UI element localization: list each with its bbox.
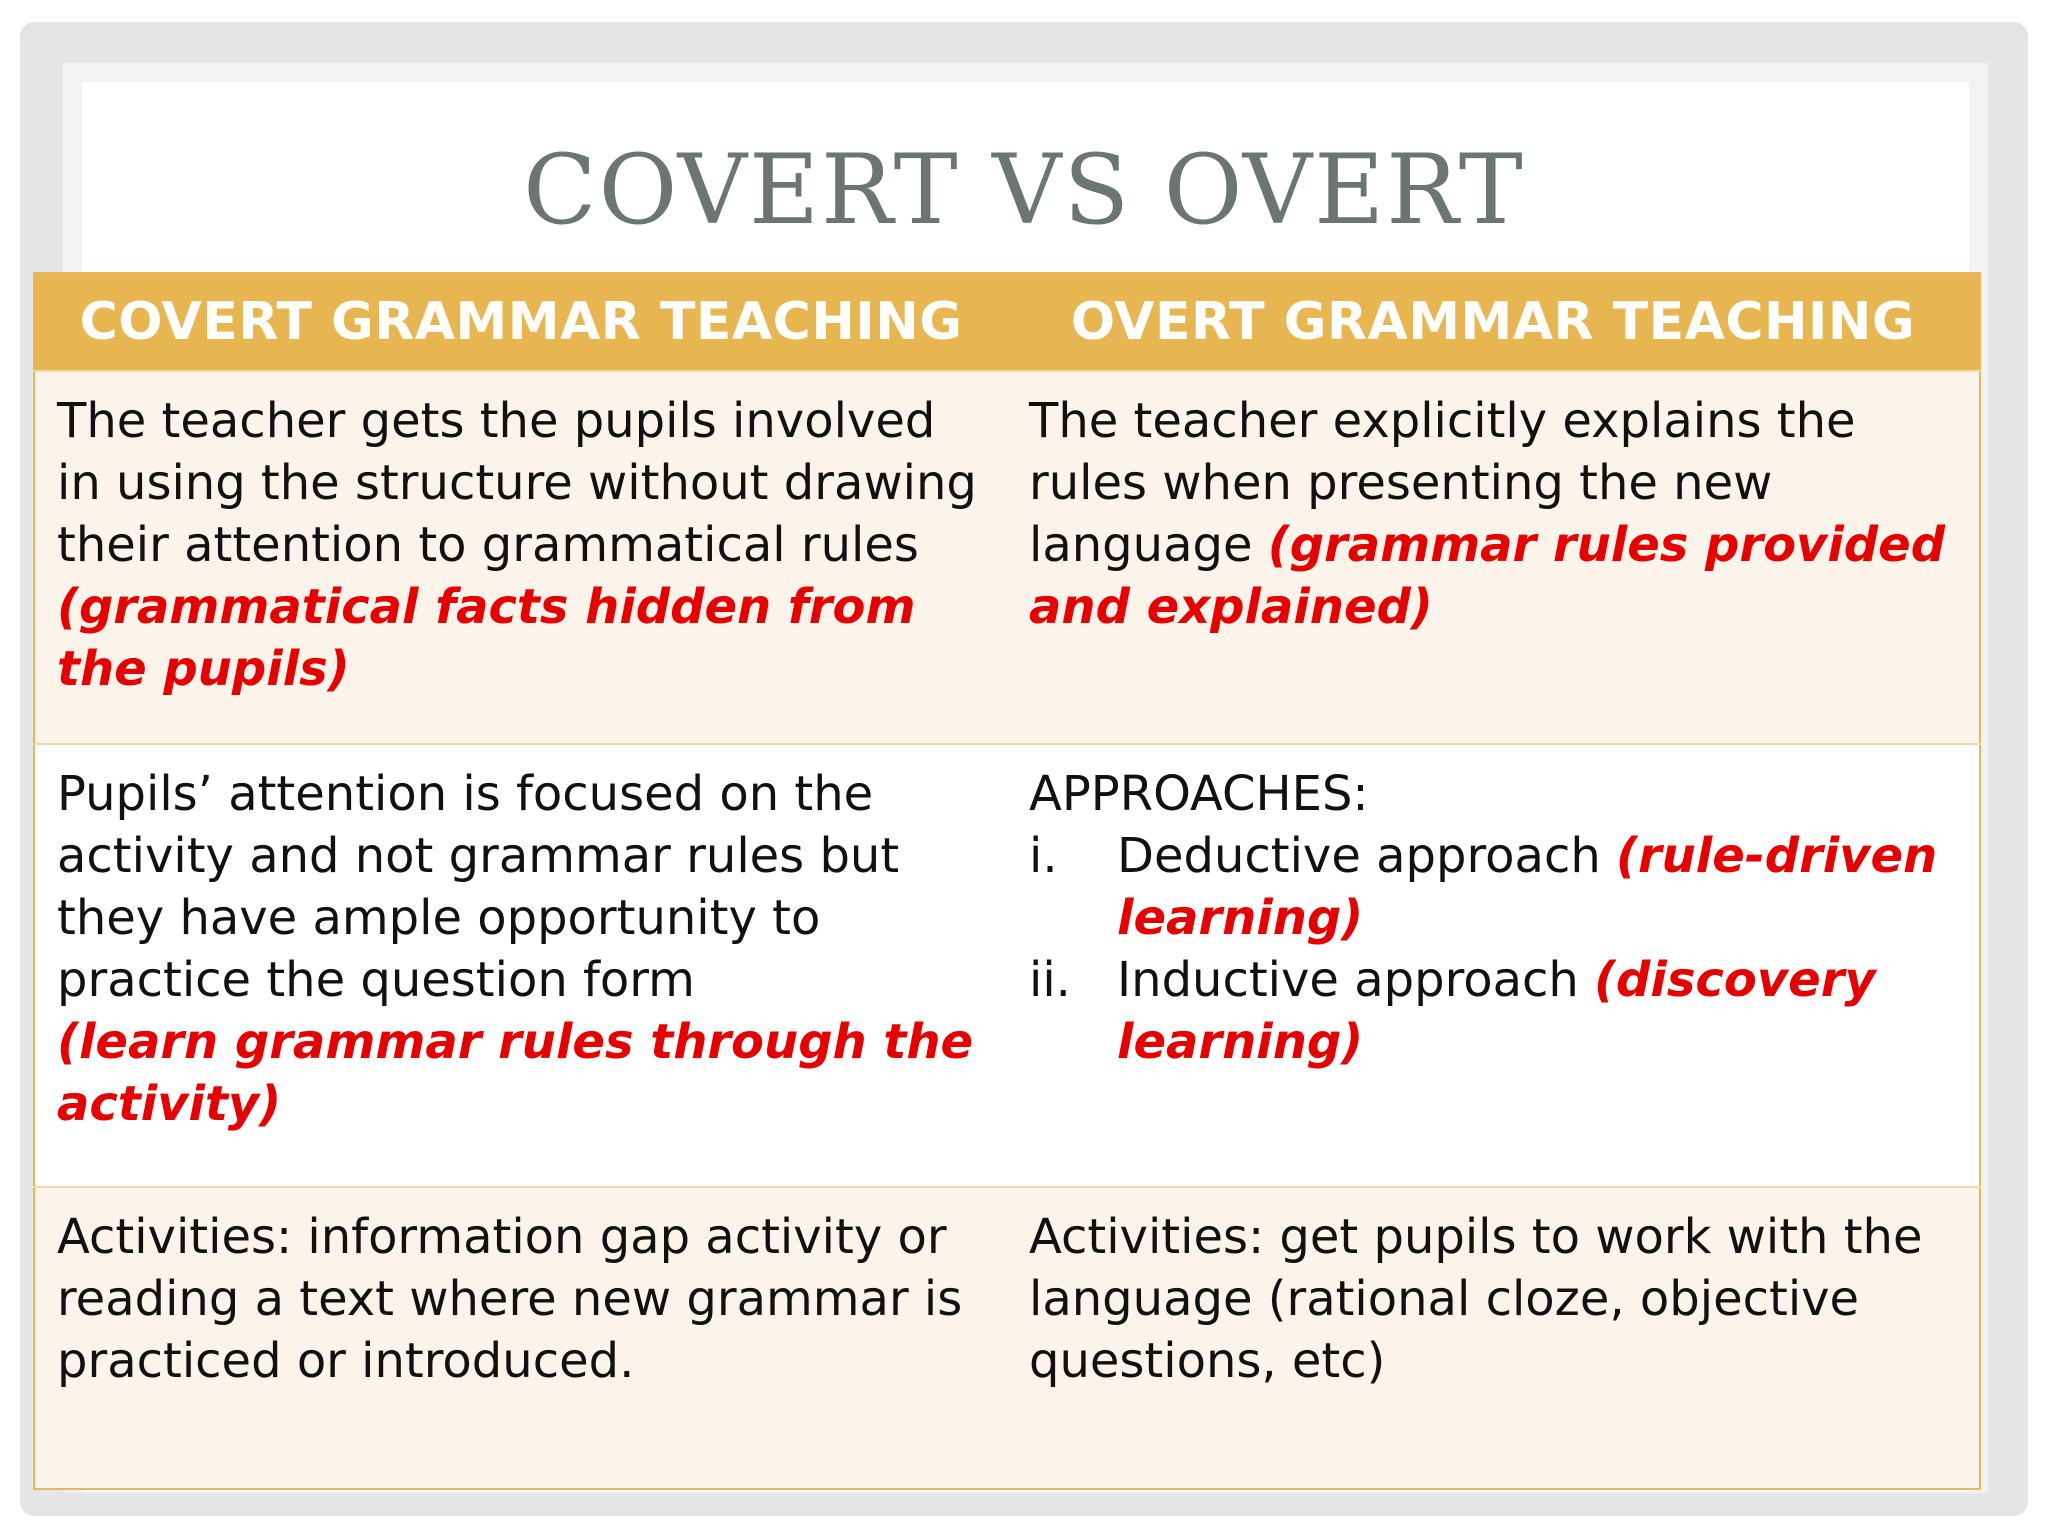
table-row	[34, 371, 1980, 744]
item-emphasis: (discovery learning)	[1117, 952, 1876, 1070]
cell-emphasis: (learn grammar rules through the activity)	[57, 1014, 974, 1132]
table-header-row	[34, 273, 1980, 371]
table-row	[34, 744, 1980, 1187]
item-emphasis: (rule-driven learning)	[1117, 828, 1938, 946]
slide-title: COVERT VS OVERT	[523, 134, 1525, 246]
cell-text: The teacher explicitly explains the rules when presenting the new language	[1029, 393, 1856, 573]
comparison-table	[33, 272, 1981, 1490]
cell-emphasis: (grammar rules provided and explained)	[1029, 517, 1946, 635]
approaches-heading: APPROACHES:	[1029, 766, 1369, 822]
list-item	[1029, 825, 1957, 949]
list-marker: ii.	[1029, 952, 1071, 1008]
list-item	[1029, 949, 1957, 1073]
cell-covert-description	[34, 371, 1007, 744]
cell-text: The teacher gets the pupils involved in using the structure without drawing their attention to grammatical rules	[57, 393, 977, 573]
header-overt: OVERT GRAMMAR TEACHING	[1007, 273, 1980, 371]
list-marker: i.	[1029, 828, 1058, 884]
cell-text: Activities: get pupils to work with the language (rational cloze, objective questions, etc)	[1029, 1209, 1923, 1389]
cell-overt-description	[1007, 371, 1980, 744]
cell-covert-activities	[34, 1187, 1007, 1489]
cell-text: Pupils’ attention is focused on the activity and not grammar rules but they have ample opportunity to practice the question form	[57, 766, 900, 1008]
cell-emphasis: (grammatical facts hidden from the pupils)	[57, 579, 916, 697]
header-covert: COVERT GRAMMAR TEACHING	[34, 273, 1007, 371]
cell-overt-approaches	[1007, 744, 1980, 1187]
cell-covert-attention	[34, 744, 1007, 1187]
cell-text: Activities: information gap activity or reading a text where new grammar is practiced or introduced.	[57, 1209, 963, 1389]
item-text: Inductive approach	[1117, 952, 1579, 1008]
item-text: Deductive approach	[1117, 828, 1601, 884]
cell-overt-activities	[1007, 1187, 1980, 1489]
approaches-list	[1029, 825, 1957, 1073]
table-row	[34, 1187, 1980, 1489]
